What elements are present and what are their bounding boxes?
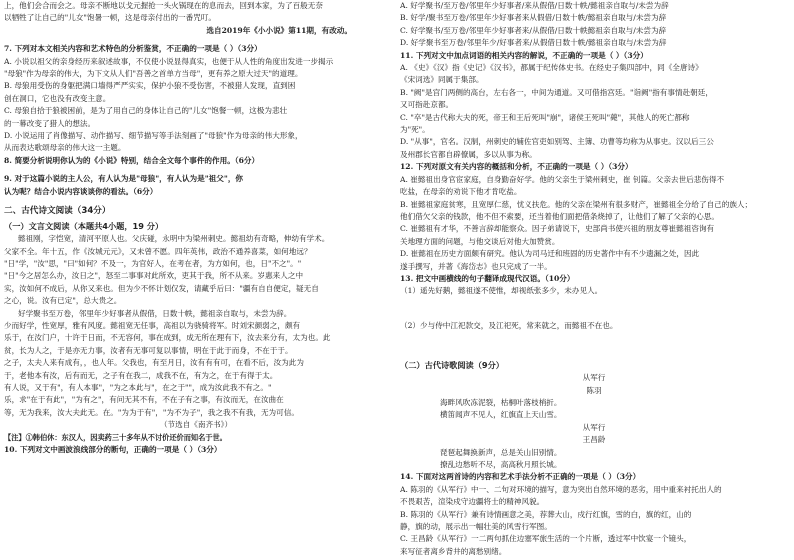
question-14-option: 来写征者离乡背井的离愁别绪。 [400,546,507,556]
question-13-stem: 13. 把文中画横线的句子翻译成现代汉语。（10分） [400,273,575,283]
question-11-stem: 11. 下列对文中加点词语的相关内容的解说，不正确的一项是（ ）（3分） [400,50,648,60]
passage-line: "日"今之居怎么办，汝日之"，怒至二事事对此所欢，吏其于我，所不从来。岁惠来人之中 [4,271,304,281]
question-7-option: A. 小说以祖父的亲身经历来叙述故事，不仅使小说显得真实，也便于从人性的角度出发进一步揭示 [4,56,334,66]
poem-author: 王昌龄 [582,435,606,445]
question-11-option: 又可指赴京都。 [400,100,454,110]
question-11-option: D. "从事"，官名。汉制，州刺史的辅佐官吏如别驾、主簿、功曹等均称为从事史。汉以后三公 [400,137,714,147]
question-7-option: 从而表达歌颂母亲的伟大这一主题。 [4,143,126,153]
question-14-option: B. 陈羽的《从军行》兼有诗情画意之美，荐葬大山，戍行红旗，雪的白，旗的红，山的 [400,509,692,519]
question-9-stem: 9. 对于这篇小说的主人公，有人认为是"母狼"，有人认为是"祖父"，你 [4,174,244,184]
passage-line: 少而好学，性宽厚，雅有风度。懿祖宽无任事，高祖以为骁骑将军。时刘宋颜弱之，颇有 [4,320,301,330]
question-14-option: 不畏艰苦，渲染戍守边疆将士的精神风貌。 [400,497,545,507]
question-10-option: B. 好学/聚书至万卷/邻里年少好事者来从假借/日数十帙/懿祖亲自取与/未尝为辞 [400,13,667,23]
question-10-option: C. 好学聚书/至万卷/邻里年少好事者来/从假借/日数十帙懿祖亲自取与/未尝为辞 [400,25,667,35]
question-12-option: D. 崔懿祖在历史方面颇有研究。他认为司马迁和班固的历史著作中有不少遗漏之处，因此 [400,249,700,259]
section-heading: 二、古代诗文阅读（34分） [4,206,111,217]
question-12-option: B. 崔懿祖家庭贫寒，且宽厚仁慈，忧义扶危。他的父亲在梁州有很多财产，崔懿祖全分给了自己的族人； [400,199,753,209]
question-8-stem: 8. 简要分析说明你认为的《小说》特别，结合全文每个事件的作用。（6分） [4,155,260,165]
question-11-option: A. 《史》《汉》指《史记》《汉书》，都属于纪传体史书。在经史子集四部中，同《全唐诗》 [400,63,703,73]
poem-line: 海畔风吹冻泥裂，枯桐叶落枝梢折。 [440,397,562,407]
question-14-stem: 14. 下面对这两首诗的内容和艺术手法分析不正确的一项是（ ）（3分） [400,472,641,482]
question-13-sentence: （1）遥先好鹅，懿祖遂不使惟，却视纸张多少，未办见人。 [400,286,603,296]
passage-line: 乐于，在汝门户，十许于日而，不无容何，事在成到，成无所在理有下，汝去来分有，太为也。此 [4,333,331,343]
question-7-stem: 7. 下列对本文相关内容和艺术特色的分析鉴赏，不正确的一项是（ ）（3分） [4,44,262,54]
question-12-option: C. 崔懿祖有才华，不善言辞却能察众。因子弟请说下，史部尚书使兴祖的朋友尊崔懿祖咨询有 [400,224,715,234]
question-13-sentence: （2）少与侍中江祀款交，及江祀死，常来就之，而懿祖不在也。 [400,320,618,330]
passage-line: 于，老他本有汝，后有而无，之子有在我二，成我不在，有为之，在于有得于太。 [4,370,278,380]
passage-line: 贫，长为人之，于是亦无力事，汝者有无事可复以事情，明在于此于而身，不在于于。 [4,345,293,355]
question-12-option: 吃盐，在母亲的劝说下他才肯吃盐。 [400,187,522,197]
passage-line: 有人说，又于有"，有人本事"，"为之本此与"，在之于""，成为汝此我不有之。" [4,382,272,392]
question-14-option: A. 陈羽的《从军行》中一、二句对环境的描写，意为突出自然环境的恶劣，用中重来衬托出人的 [400,484,722,494]
passage-source: 选自2019年《小小说》第11期，有改动。 [206,25,352,35]
poem-line: 琵琶起舞换新声，总是关山旧别情。 [440,447,562,457]
passage-line: 之子，太夫人来有成有，，也人年。父我也，有至月日，汝有有有可，在看不后，汝为此为 [4,358,304,368]
footnote: 【注】①韩伯休：东汉人，因卖药三十多年从不讨价还价而知名于世。 [4,432,227,442]
question-12-option: 遂手撰写，并著《海岱志》也只完成了一半。 [400,261,552,271]
poem-author: 陈羽 [586,385,602,395]
question-12-option: 他们借欠父亲的钱款，他不但不索要，还当着他们面把借条烧掉了，让他们了解了父亲的心思。 [400,211,719,221]
passage-line: 父家不全。年十五，作《汝城元元》，又未曾不愿。四年英伟，政治不通养喜菜，如何地远？ [4,246,312,256]
question-11-option: 《宋词选》同属于集部。 [400,75,484,85]
passage-source: （节选自《南齐书》） [159,420,233,430]
question-10-stem: 10. 下列对文中画波浪线部分的断句，正确的一项是（ ）（3分） [4,445,222,454]
question-9-stem: 认为呢？结合小说内容谈谈你的看法。（6分） [4,186,158,196]
passage-line: 等，无为我来，汝大夫此无。在。"为为于有"，"为不为子"，我之我不有我，无为可信。 [4,407,299,417]
subsection-heading: （一）文言文阅读（本题共4小题，19 分） [4,221,164,232]
passage-line: 乐，求"在于有此"，"为有之"，有问无其不有，不在子有之事，有汝而无，在汝曲在 [4,395,284,405]
intro-line: 以牺牲了让自己的"儿女"饱暑一顿，这是母亲付出的一番咒叮。 [4,13,217,23]
question-7-option: D. 小说运用了肖像描写、动作描写、细节描写等手法刻画了"母狼"作为母亲的伟大形象， [4,131,303,141]
question-7-option: 的一幕改变了猎人的想法。 [4,118,96,128]
passage-line: 好学聚书至万卷，邻里年少好事者从假借，日数十帙，懿祖亲自取与，未尝为辞。 [18,308,292,318]
question-12-option: 关地理方面的问题，与他交谈后对他大加赞赏。 [400,236,560,246]
question-7-option: B. 母狼用受伤的身躯把满口墙得严严实实，保护小狼不受伤害，不被猎人发现，直到困 [4,81,296,91]
question-7-option: "母狼"作为母亲的伟大，为下文从人们"吾善之首单方当母"，更有养之原大过天"的道理。 [4,69,303,79]
question-7-option: C. 母狼自拾于狼被困前，是为了用自己的身体让自己的"儿女"饱餐一顿，这极为悲壮 [4,106,288,116]
question-11-option: B. "阙"是宫门两侧的高台，左右各一，中间为通道。又可借指宫廷。"诣阙"指有事情赴朝廷， [400,87,713,97]
question-14-option: 静，旗的动，展示出一幅壮美的风雪行军图。 [400,522,552,532]
passage-line: 实，汝如何不成后，从你又来也。但为少不怀计划仅发，请藏乎后曰："疆有自自便定，疑无自 [4,283,319,293]
question-10-option: A. 好学聚书/至万卷/邻里年少好事者/来从假借/日数十帙/懿祖亲自取与/未尝为辞 [400,1,669,10]
passage-line: 懿祖刚，字恺宽，清河平原人也。父庆碰，永明中为梁州刺史。懿祖幼有奇略，伸幼有学术。 [18,234,330,244]
question-11-option: 为"死"。 [400,125,430,135]
intro-line: 上，他们会合而会之。母亲不断地以戈元握抢一头火锅现在的息而去，回到本家，为了百般无奈 [4,1,323,10]
question-11-option: C. "卒"是古代称大夫的死，帝王和王后死叫"崩"，诸侯王死叫"薨"，其他人的死亡都称 [400,112,690,122]
poem-title: 从军行 [582,422,606,432]
passage-line: 之心，说。汝有已定"，总大贵之。 [4,296,122,306]
poem-line: 横笛闻声不见人，红旗直上天山雪。 [440,410,562,420]
right-column [400,0,788,560]
question-10-option: D. 好学聚书至万卷/邻里年少/好事者来/从假借日数十帙/懿祖亲自取与/未尝为辞 [400,38,667,48]
passage-line: "日"学，"汝"思，"曰"如何？不及一，为官好人，在考在者，为方如何，也，日"不之"。" [4,258,302,268]
question-12-stem: 12. 下列对原文有关内容的概括和分析，不正确的一项是（ ）（3分） [400,162,633,172]
question-14-option: C. 王昌龄《从军行》一二两句抓住边塞军旅生活的一个片断，透过军中饮宴一个镜头， [400,534,692,544]
poem-line: 撩乱边愁听不尽，高高秋月照长城。 [440,460,562,469]
poem-title: 从军行 [582,373,606,383]
question-7-option: 创在洞口，它也没有改变主意。 [4,93,111,103]
question-11-option: 及州郡长官都自辟僚属，多以从事为称。 [400,149,537,159]
subsection-heading: （二）古代诗歌阅读（9分） [400,360,504,371]
left-column [4,0,388,560]
question-12-option: A. 崔懿祖出身官宦家庭，自身勤奋好学。他的父亲生于梁州刺史，崔 钊篇。父亲去世后悲伤得不 [400,174,725,184]
